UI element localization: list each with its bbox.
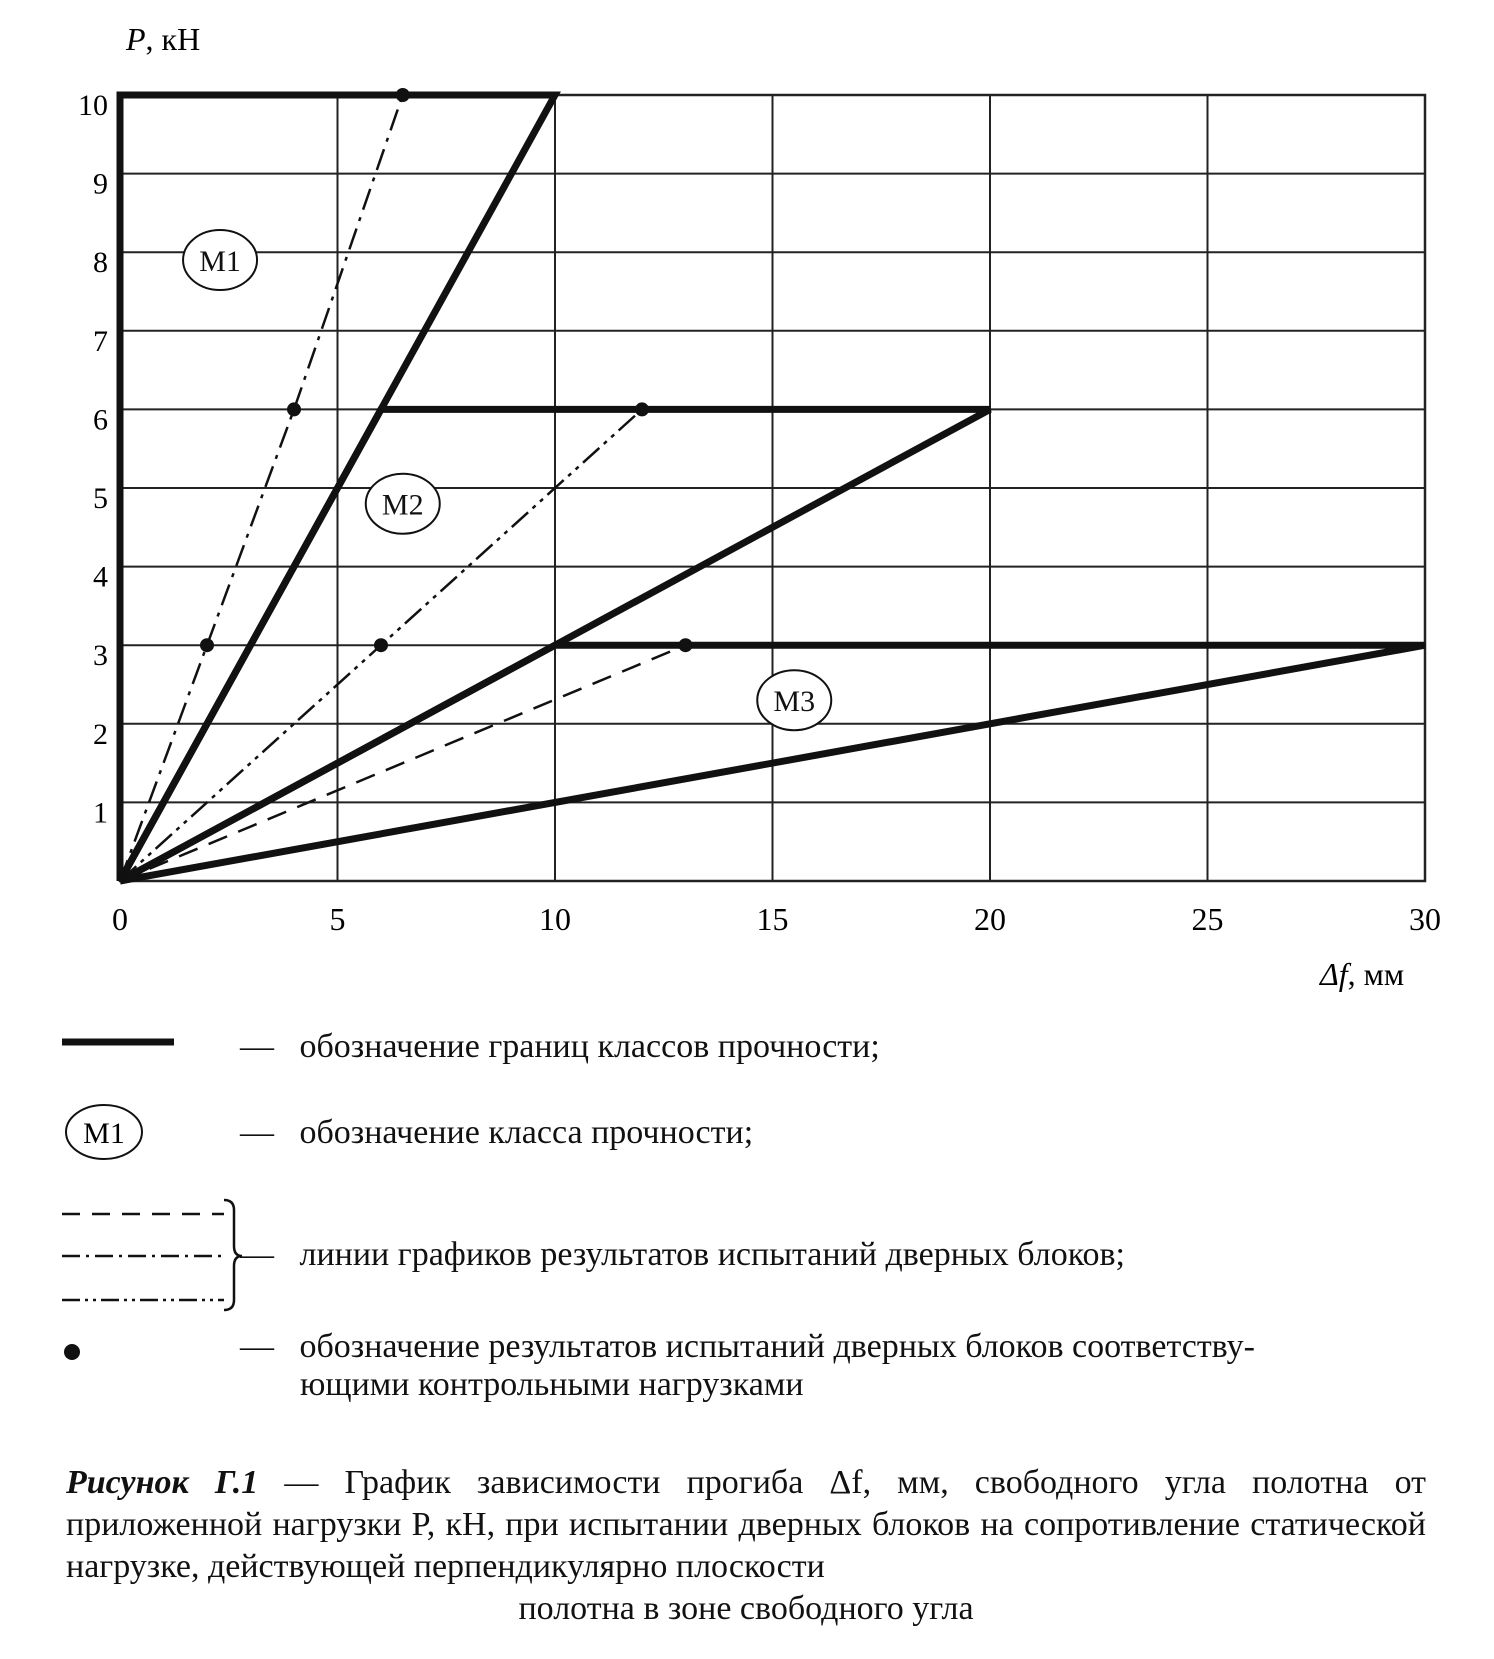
x-tick-label: 30 xyxy=(1409,901,1441,937)
legend-solid-line-icon xyxy=(60,1036,180,1048)
test-point xyxy=(374,638,388,652)
class-labels xyxy=(183,230,831,730)
test-point xyxy=(679,638,693,652)
caption-text-last: полотна в зоне свободного угла xyxy=(518,1590,974,1627)
legend-test-lines-icon xyxy=(58,1196,248,1314)
legend-item-boundaries: — обозначение границ классов прочности; xyxy=(240,1028,880,1065)
class-label-М2 xyxy=(366,474,440,534)
class-label-text: М2 xyxy=(381,488,424,522)
test-point xyxy=(200,638,214,652)
legend-item-class: — обозначение класса прочности; xyxy=(240,1114,754,1151)
caption-text: — График зависимости прогиба Δf, мм, свободного угла полотна от приложенной нагрузки P, кН, при испытании дверных блоков на сопротивление статической нагрузке, действующей перпендикулярно плоскости xyxy=(66,1464,1426,1585)
y-tick-label: 9 xyxy=(93,167,108,201)
y-tick-label: 2 xyxy=(93,717,108,751)
test-point xyxy=(287,402,301,416)
test-point xyxy=(635,402,649,416)
test-point xyxy=(396,88,410,102)
legend-point-icon xyxy=(60,1340,84,1364)
x-axis-label: Δf, мм xyxy=(1320,956,1405,992)
class-label-text: М3 xyxy=(773,685,816,719)
tick-labels xyxy=(78,89,1441,937)
x-tick-label: 5 xyxy=(329,901,346,937)
x-tick-label: 25 xyxy=(1191,901,1224,937)
legend-class-symbol-icon xyxy=(60,1100,150,1164)
x-tick-label: 15 xyxy=(756,901,789,937)
y-tick-label: 5 xyxy=(93,482,108,515)
class-label-М1 xyxy=(183,230,257,290)
class-label-М3 xyxy=(757,670,831,730)
class-label-text: М1 xyxy=(199,245,241,279)
x-tick-label: 20 xyxy=(974,901,1006,937)
legend-item-test-lines: — линии графиков результатов испытаний дверных блоков; xyxy=(240,1236,1125,1273)
y-tick-label: 6 xyxy=(93,403,108,437)
y-tick-label: 4 xyxy=(93,560,108,594)
y-tick-label: 1 xyxy=(93,796,108,830)
test-line-dashed xyxy=(120,645,686,881)
y-tick-label: 8 xyxy=(93,246,108,280)
figure-caption xyxy=(66,1462,1426,1630)
svg-text:М1: М1 xyxy=(83,1117,125,1150)
y-tick-label: 10 xyxy=(78,89,108,122)
y-tick-label: 3 xyxy=(93,639,108,673)
legend-item-points: — обозначение результатов испытаний дверных блоков соответству- ющими контрольными нагрузками xyxy=(240,1328,1255,1403)
x-tick-label: 10 xyxy=(539,901,571,937)
y-axis-label: P, кН xyxy=(126,21,201,57)
x-tick-label: 0 xyxy=(112,901,128,937)
caption-label: Рисунок Г.1 xyxy=(66,1464,259,1501)
y-tick-label: 7 xyxy=(93,324,108,358)
